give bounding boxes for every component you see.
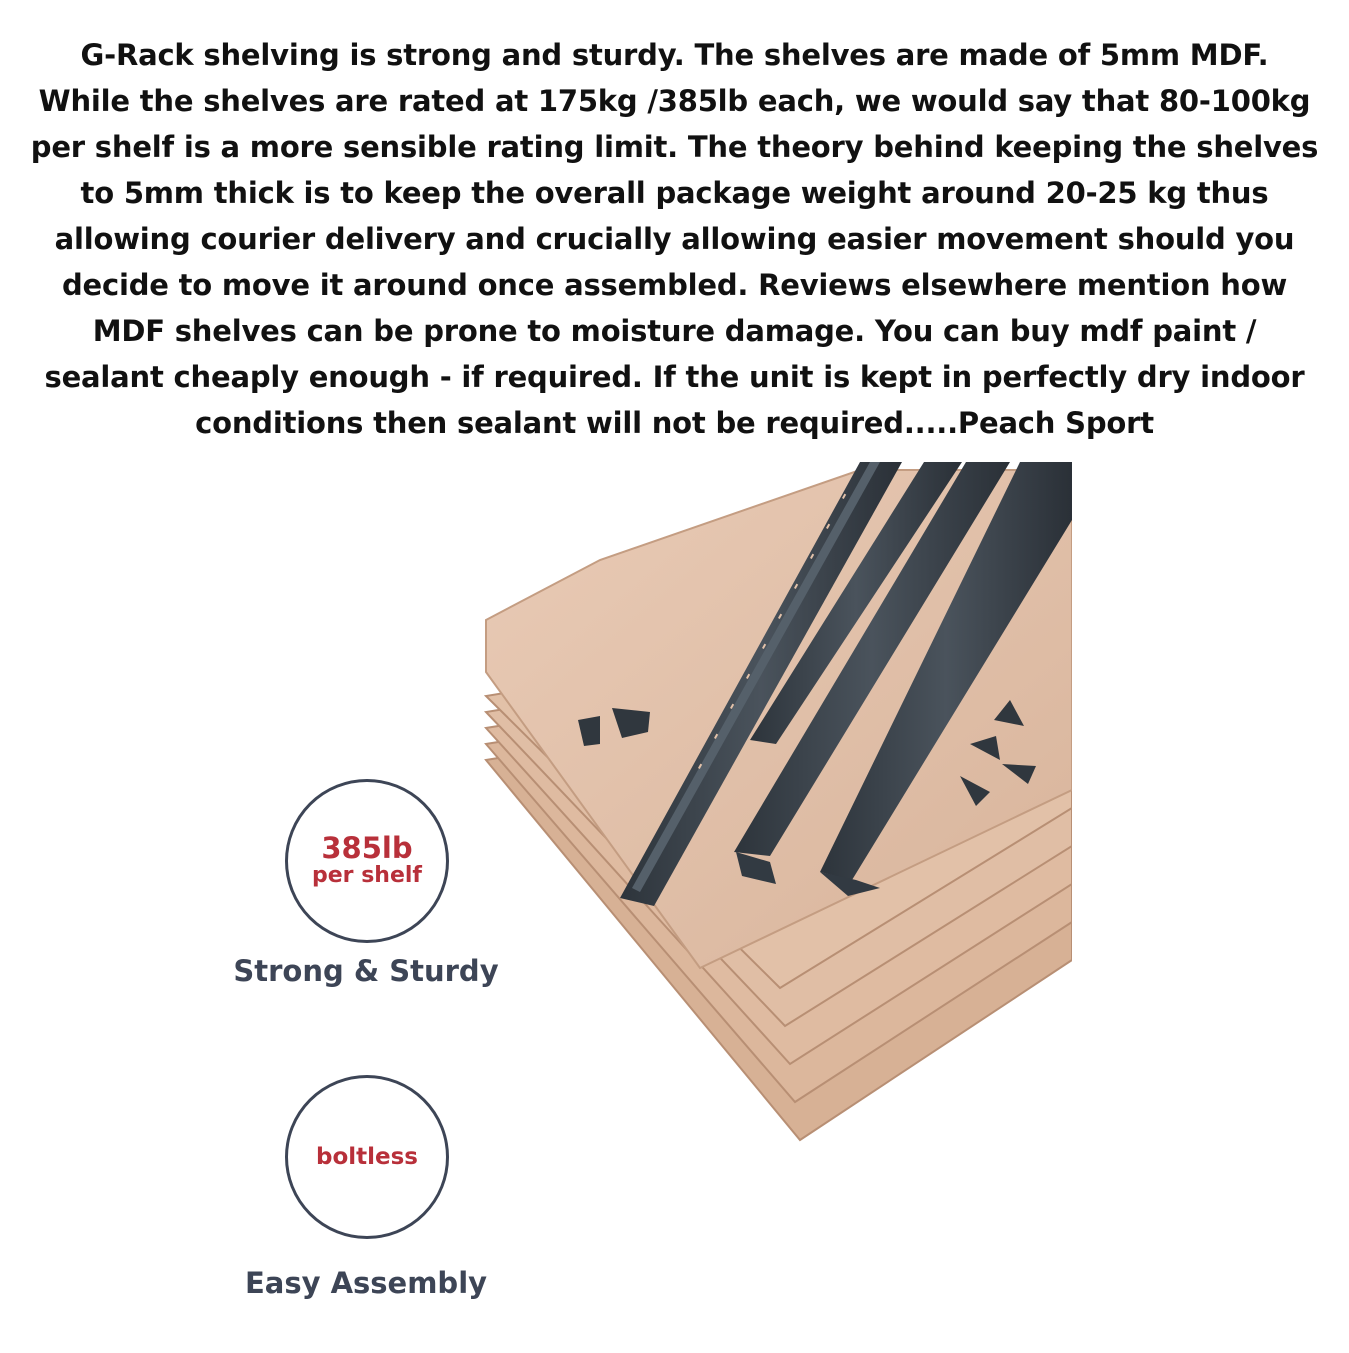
strong-sturdy-label: Strong & Sturdy — [233, 954, 499, 988]
weight-rating-value: 385lb — [321, 831, 413, 865]
easy-assembly-label: Easy Assembly — [244, 1266, 488, 1300]
boltless-badge — [285, 1075, 449, 1239]
weight-rating-unit: per shelf — [312, 863, 422, 888]
shelf-kit-photo — [470, 458, 1072, 1148]
product-description: G-Rack shelving is strong and sturdy. The shelves are made of 5mm MDF. While the shelves are rated at 175kg /385lb each, we would say that 80-100kg per shelf is a more sensible rating limit. The theory behind keeping the shelves to 5mm thick is to keep the overall package weight around 20-25 kg thus allowing courier delivery and crucially allowing easier movement should you decide to move it around once assembled. Reviews elsewhere mention how MDF shelves can be prone to moisture damage. You can buy mdf paint / sealant cheaply enough - if required. If the unit is kept in perfectly dry indoor conditions then sealant will not be required.....Peach Sport — [30, 38, 1319, 440]
weight-rating-badge — [285, 779, 449, 943]
boltless-text: boltless — [315, 1144, 418, 1170]
